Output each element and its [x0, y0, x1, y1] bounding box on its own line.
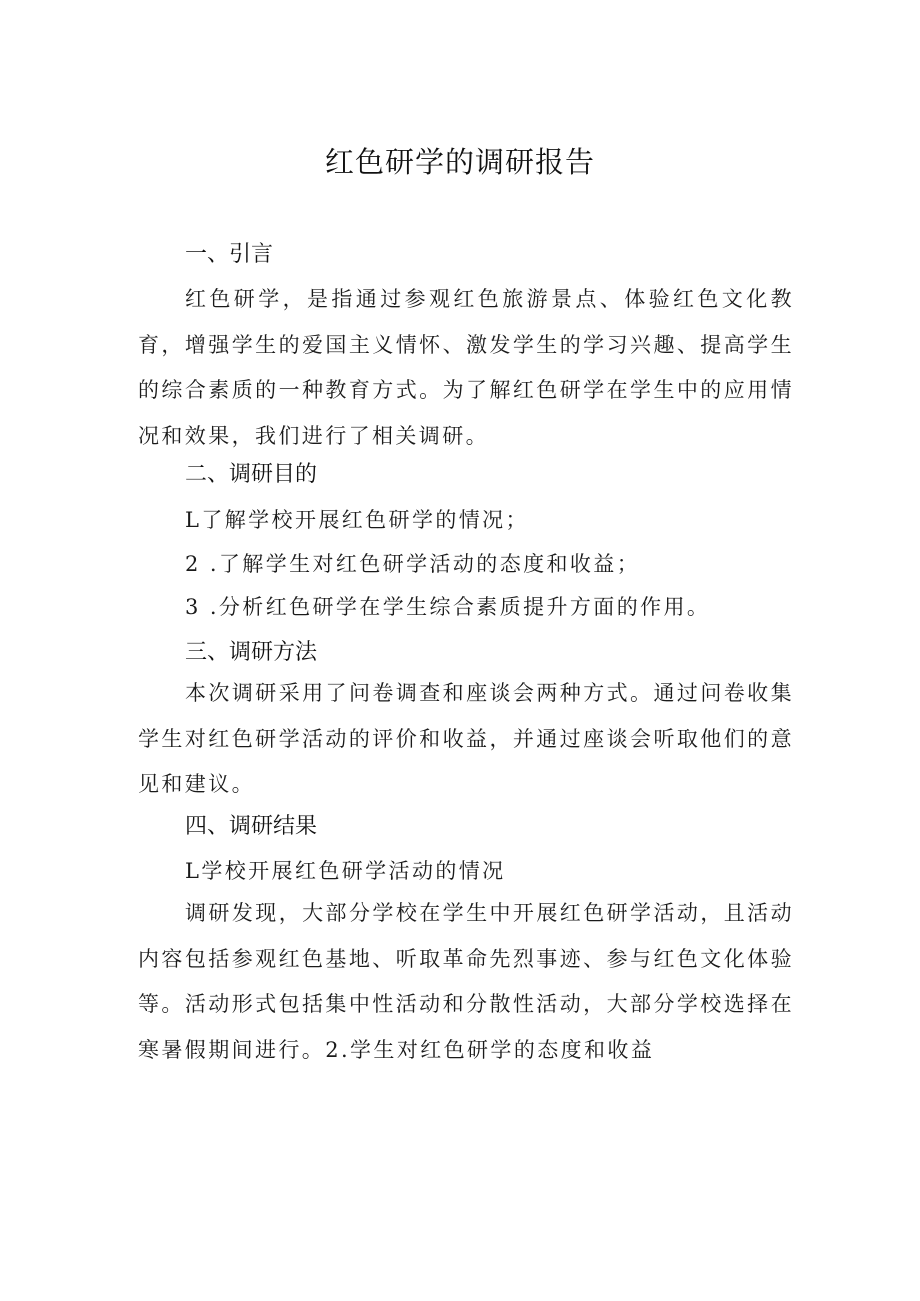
results-paragraph: 调研发现，大部分学校在学生中开展红色研学活动，且活动内容包括参观红色基地、听取革命先烈事迹、参与红色文化体验等。活动形式包括集中性活动和分散性活动，大部分学校选择在寒暑假期间进行。2.学生对红色研学的态度和收益 — [138, 901, 794, 1062]
section-heading-method: 三、调研方法 — [185, 640, 318, 665]
section-heading-results: 四、调研结果 — [185, 814, 318, 839]
section-heading-purpose: 二、调研目的 — [185, 462, 318, 487]
introduction-paragraph: 红色研学，是指通过参观红色旅游景点、体验红色文化教育，增强学生的爱国主义情怀、激发学生的学习兴趣、提高学生的综合素质的一种教育方式。为了解红色研学在学生中的应用情况和效果，我们进行了相关调研。 — [138, 287, 794, 448]
purpose-item-1: L了解学校开展红色研学的情况； — [185, 508, 529, 532]
section-heading-introduction: 一、引言 — [185, 242, 274, 267]
purpose-item-3: 3 .分析红色研学在学生综合素质提升方面的作用。 — [185, 595, 711, 619]
results-subheading-1: L学校开展红色研学活动的情况 — [185, 859, 506, 883]
purpose-item-2: 2 .了解学生对红色研学活动的态度和收益； — [185, 552, 641, 576]
method-paragraph: 本次调研采用了问卷调查和座谈会两种方式。通过问卷收集学生对红色研学活动的评价和收益，并通过座谈会听取他们的意见和建议。 — [138, 681, 794, 796]
document-title: 红色研学的调研报告 — [324, 145, 595, 179]
